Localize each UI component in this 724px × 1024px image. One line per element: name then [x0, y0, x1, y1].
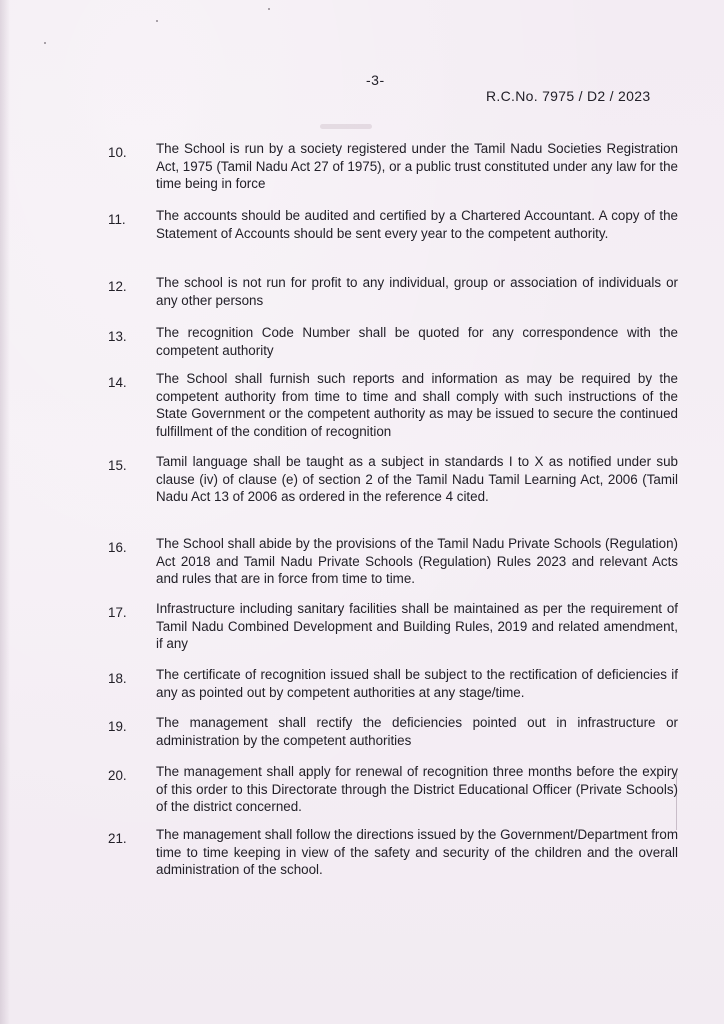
page-number: -3-: [366, 72, 385, 88]
item-number: 19.: [108, 719, 127, 734]
item-number: 13.: [108, 329, 127, 344]
item-number: 16.: [108, 540, 127, 555]
item-number: 10.: [108, 145, 127, 160]
item-text: The School is run by a society registered under the Tamil Nadu Societies Registration Act, 1975 (Tamil Nadu Act 27 of 1975), or a public trust constituted under any law for the time being in force: [156, 141, 678, 191]
scan-speck: [44, 42, 46, 44]
item-number: 18.: [108, 671, 127, 686]
item-text: The School shall abide by the provisions of the Tamil Nadu Private Schools (Regulation) Act 2018 and Tamil Nadu Private Schools (Regulation) Rules 2023 and relevant Acts and rules that are in force from time to time.: [156, 536, 678, 586]
item-text: The recognition Code Number shall be quoted for any correspondence with the competent authority: [156, 325, 678, 358]
item-text: The certificate of recognition issued shall be subject to the rectification of deficiencies if any as pointed out by competent authorities at any stage/time.: [156, 667, 678, 700]
item-number: 14.: [108, 375, 127, 390]
item-text: The school is not run for profit to any individual, group or association of individuals or any other persons: [156, 275, 678, 308]
item-text: The management shall rectify the deficiencies pointed out in infrastructure or administration by the competent authorities: [156, 715, 678, 748]
item-text: Tamil language shall be taught as a subject in standards I to X as notified under sub clause (iv) of clause (e) of section 2 of the Tamil Nadu Tamil Learning Act, 2006 (Tamil Nadu Act 13 of 2006 as ordered in the reference 4 cited.: [156, 454, 678, 504]
item-text: The accounts should be audited and certified by a Chartered Accountant. A copy of the Statement of Accounts should be sent every year to the competent authority.: [156, 208, 678, 241]
item-number: 12.: [108, 279, 127, 294]
item-number: 11.: [108, 212, 126, 227]
item-number: 17.: [108, 605, 127, 620]
reference-number: R.C.No. 7975 / D2 / 2023: [486, 88, 651, 104]
item-number: 21.: [108, 831, 127, 846]
scan-smudge: [320, 124, 372, 129]
item-text: The School shall furnish such reports and information as may be required by the competent authority from time to time and shall comply with such instructions of the State Government or the competent authority as may be issued to secure the continued fulfillment of the condition of recognition: [156, 371, 678, 439]
scan-speck: [156, 20, 158, 22]
scan-speck: [268, 8, 270, 10]
item-number: 15.: [108, 458, 127, 473]
item-text: The management shall apply for renewal of recognition three months before the expiry of this order to this Directorate through the District Educational Officer (Private Schools) of the district concerned.: [156, 764, 678, 814]
item-number: 20.: [108, 768, 127, 783]
item-text: Infrastructure including sanitary facilities shall be maintained as per the requirement of Tamil Nadu Combined Development and Building Rules, 2019 and related amendment, if any: [156, 601, 678, 651]
item-text: The management shall follow the directions issued by the Government/Department from time to time keeping in view of the safety and security of the children and the overall administration of the school.: [156, 827, 678, 877]
scan-shadow: [0, 0, 10, 1024]
